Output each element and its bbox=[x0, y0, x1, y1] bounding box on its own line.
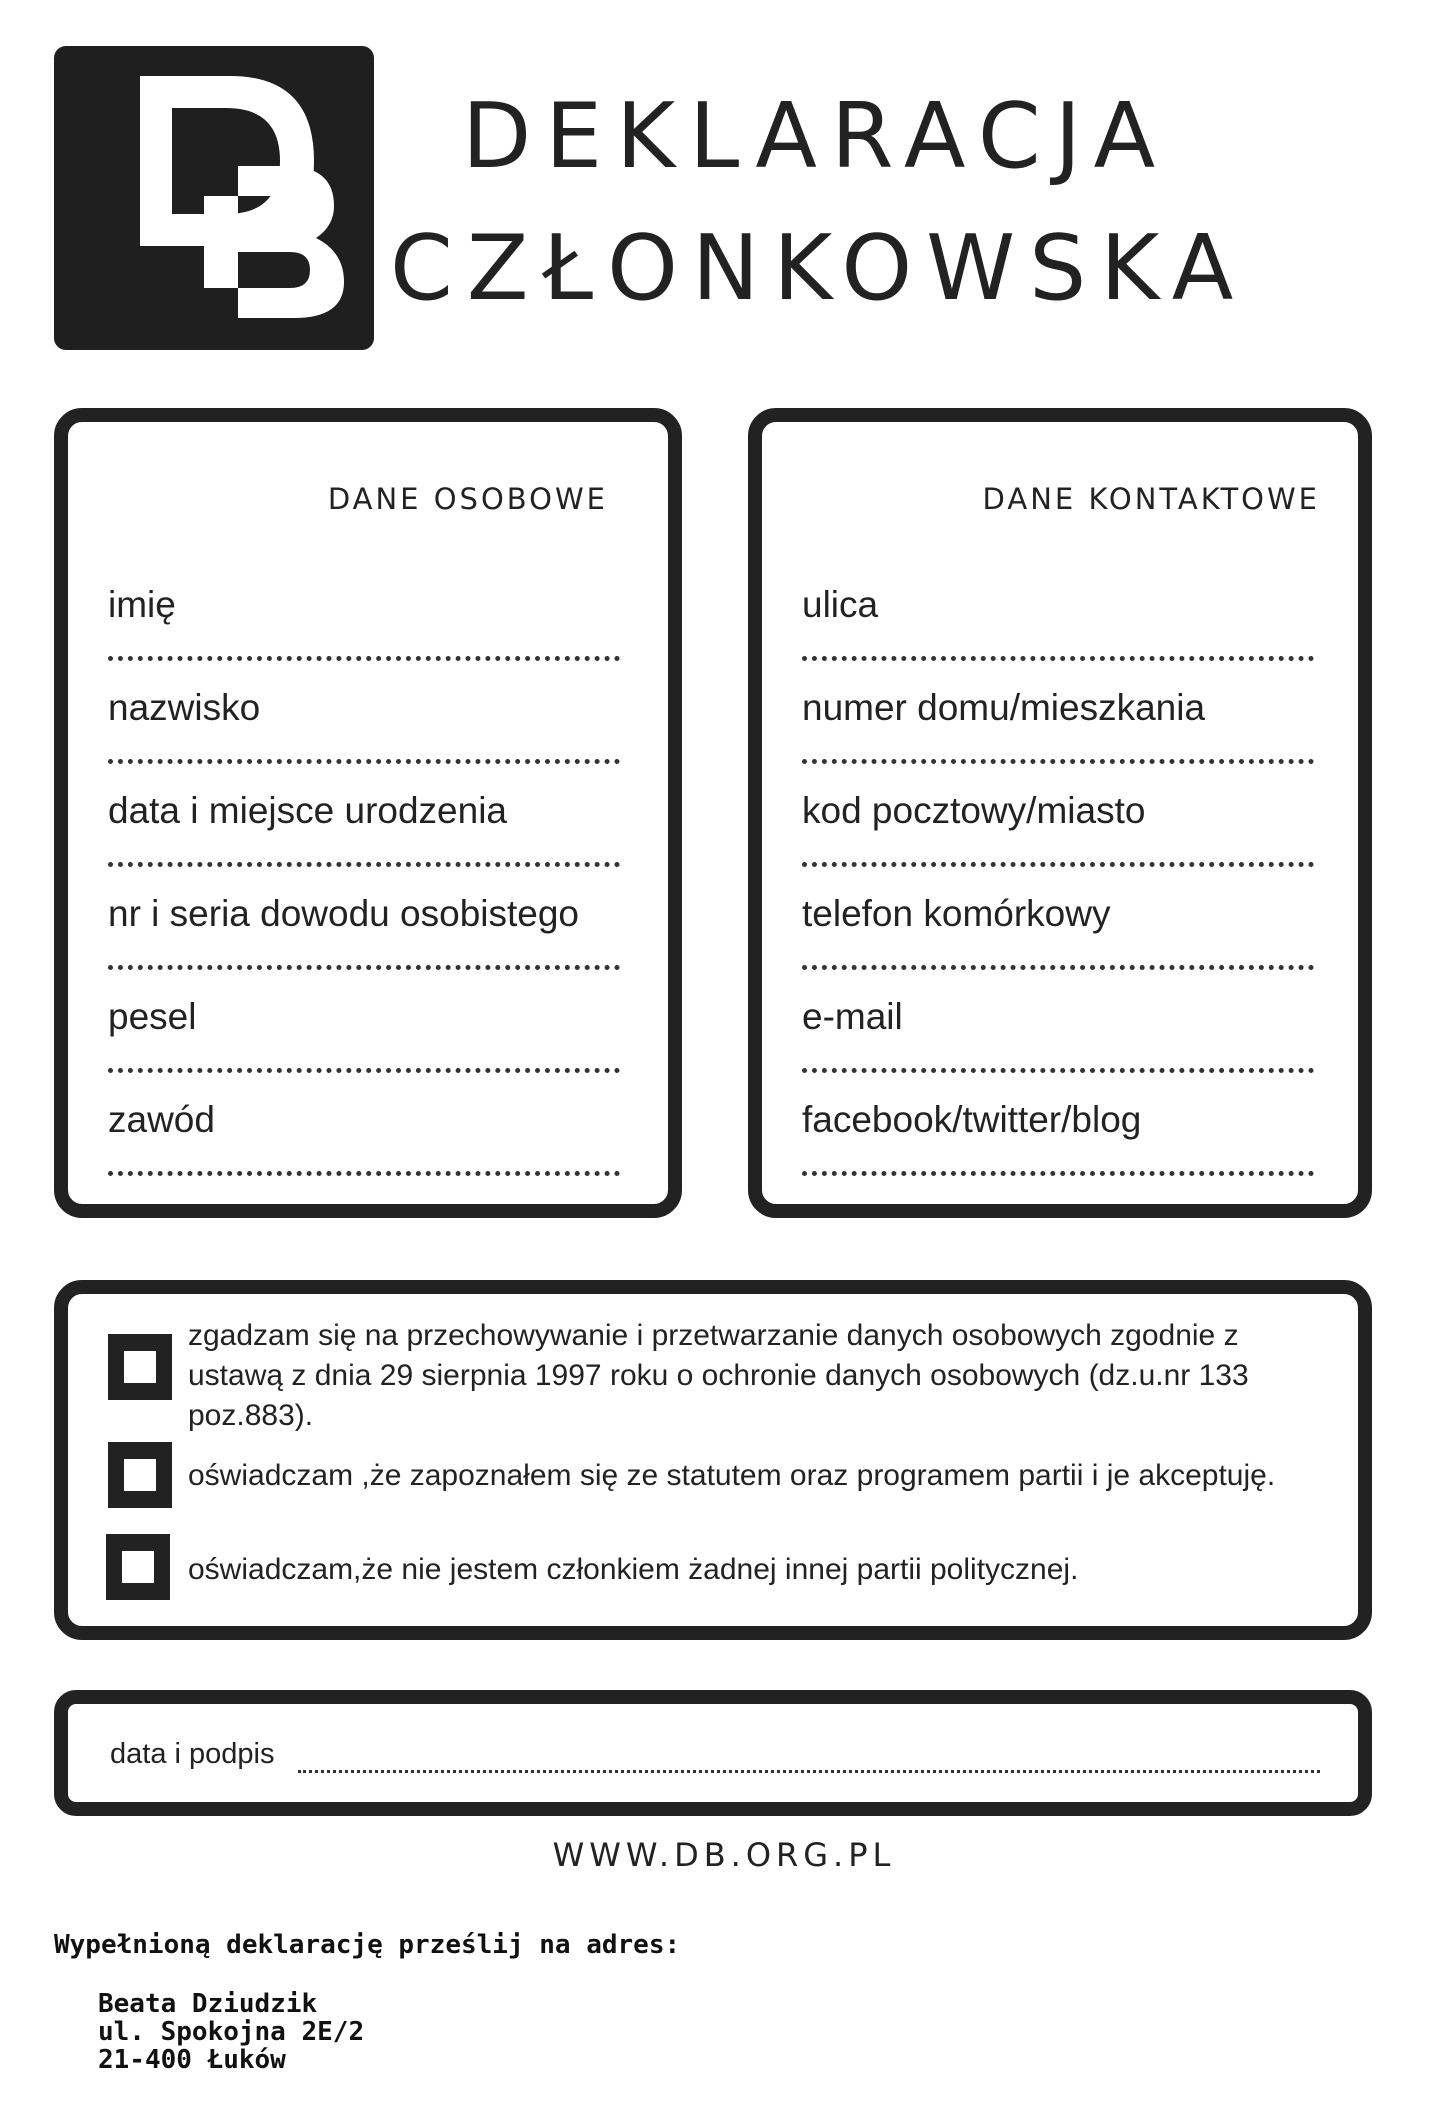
field-profession[interactable] bbox=[108, 1087, 628, 1190]
consent-text-1 bbox=[188, 1316, 1249, 1436]
consent-text-line: poz.883). bbox=[188, 1399, 314, 1432]
field-birth[interactable] bbox=[108, 778, 628, 881]
contact-data-heading: DANE KONTAKTOWE bbox=[982, 482, 1320, 516]
field-street[interactable] bbox=[802, 572, 1322, 675]
dotted-line bbox=[108, 862, 620, 867]
dotted-line bbox=[108, 965, 620, 970]
db-logo bbox=[54, 46, 374, 350]
field-mobile[interactable] bbox=[802, 881, 1322, 984]
field-house-number[interactable] bbox=[802, 675, 1322, 778]
dotted-line bbox=[108, 656, 620, 661]
mailing-instruction: Wypełnioną deklarację prześlij na adres: bbox=[54, 1930, 681, 1960]
mailing-address bbox=[98, 1990, 364, 2074]
field-label: numer domu/mieszkania bbox=[802, 687, 1206, 728]
field-label: data i miejsce urodzenia bbox=[108, 790, 507, 831]
field-label: imię bbox=[108, 584, 176, 625]
title-line-1: DEKLARACJA bbox=[462, 84, 1170, 189]
consent-panel bbox=[54, 1280, 1372, 1640]
consent-text-3: oświadczam,że nie jestem członkiem żadnej innej partii politycznej. bbox=[188, 1553, 1079, 1586]
address-street: ul. Spokojna 2E/2 bbox=[98, 2017, 365, 2047]
field-social[interactable] bbox=[802, 1087, 1322, 1190]
field-label: zawód bbox=[108, 1099, 215, 1140]
field-label: kod pocztowy/miasto bbox=[802, 790, 1146, 831]
consent-checkbox-1[interactable] bbox=[108, 1334, 172, 1400]
dotted-line bbox=[108, 1171, 620, 1176]
consent-checkbox-3[interactable] bbox=[106, 1534, 170, 1600]
field-label: facebook/twitter/blog bbox=[802, 1099, 1142, 1140]
signature-panel[interactable] bbox=[54, 1690, 1372, 1816]
dotted-line bbox=[108, 759, 620, 764]
signature-dotted-line bbox=[298, 1770, 1320, 1773]
dotted-line bbox=[802, 656, 1314, 661]
website-url: WWW.DB.ORG.PL bbox=[552, 1836, 896, 1874]
db-logo-icon bbox=[54, 46, 374, 350]
field-id-card[interactable] bbox=[108, 881, 628, 984]
dotted-line bbox=[802, 965, 1314, 970]
field-label: e-mail bbox=[802, 996, 903, 1037]
dotted-line bbox=[802, 759, 1314, 764]
field-first-name[interactable] bbox=[108, 572, 628, 675]
consent-checkbox-2[interactable] bbox=[108, 1442, 172, 1508]
field-pesel[interactable] bbox=[108, 984, 628, 1087]
signature-label: data i podpis bbox=[110, 1738, 275, 1770]
address-city: 21-400 Łuków bbox=[98, 2045, 286, 2075]
consent-text-line: ustawą z dnia 29 sierpnia 1997 roku o ochronie danych osobowych (dz.u.nr 133 bbox=[188, 1359, 1249, 1392]
address-name: Beata Dziudzik bbox=[98, 1989, 318, 2019]
consent-text-2: oświadczam ,że zapoznałem się ze statutem oraz programem partii i je akceptuję. bbox=[188, 1459, 1276, 1492]
field-last-name[interactable] bbox=[108, 675, 628, 778]
field-label: nazwisko bbox=[108, 687, 261, 728]
field-postal-city[interactable] bbox=[802, 778, 1322, 881]
field-label: pesel bbox=[108, 996, 197, 1037]
dotted-line bbox=[802, 1171, 1314, 1176]
consent-text-line: zgadzam się na przechowywanie i przetwarzanie danych osobowych zgodnie z bbox=[188, 1319, 1239, 1352]
dotted-line bbox=[802, 862, 1314, 867]
contact-data-panel bbox=[748, 408, 1372, 1218]
field-email[interactable] bbox=[802, 984, 1322, 1087]
personal-data-heading: DANE OSOBOWE bbox=[327, 482, 608, 516]
field-label: telefon komórkowy bbox=[802, 893, 1111, 934]
dotted-line bbox=[802, 1068, 1314, 1073]
field-label: ulica bbox=[802, 584, 879, 625]
field-label: nr i seria dowodu osobistego bbox=[108, 893, 580, 934]
personal-data-panel bbox=[54, 408, 682, 1218]
title-line-2: CZŁONKOWSKA bbox=[390, 216, 1248, 321]
dotted-line bbox=[108, 1068, 620, 1073]
